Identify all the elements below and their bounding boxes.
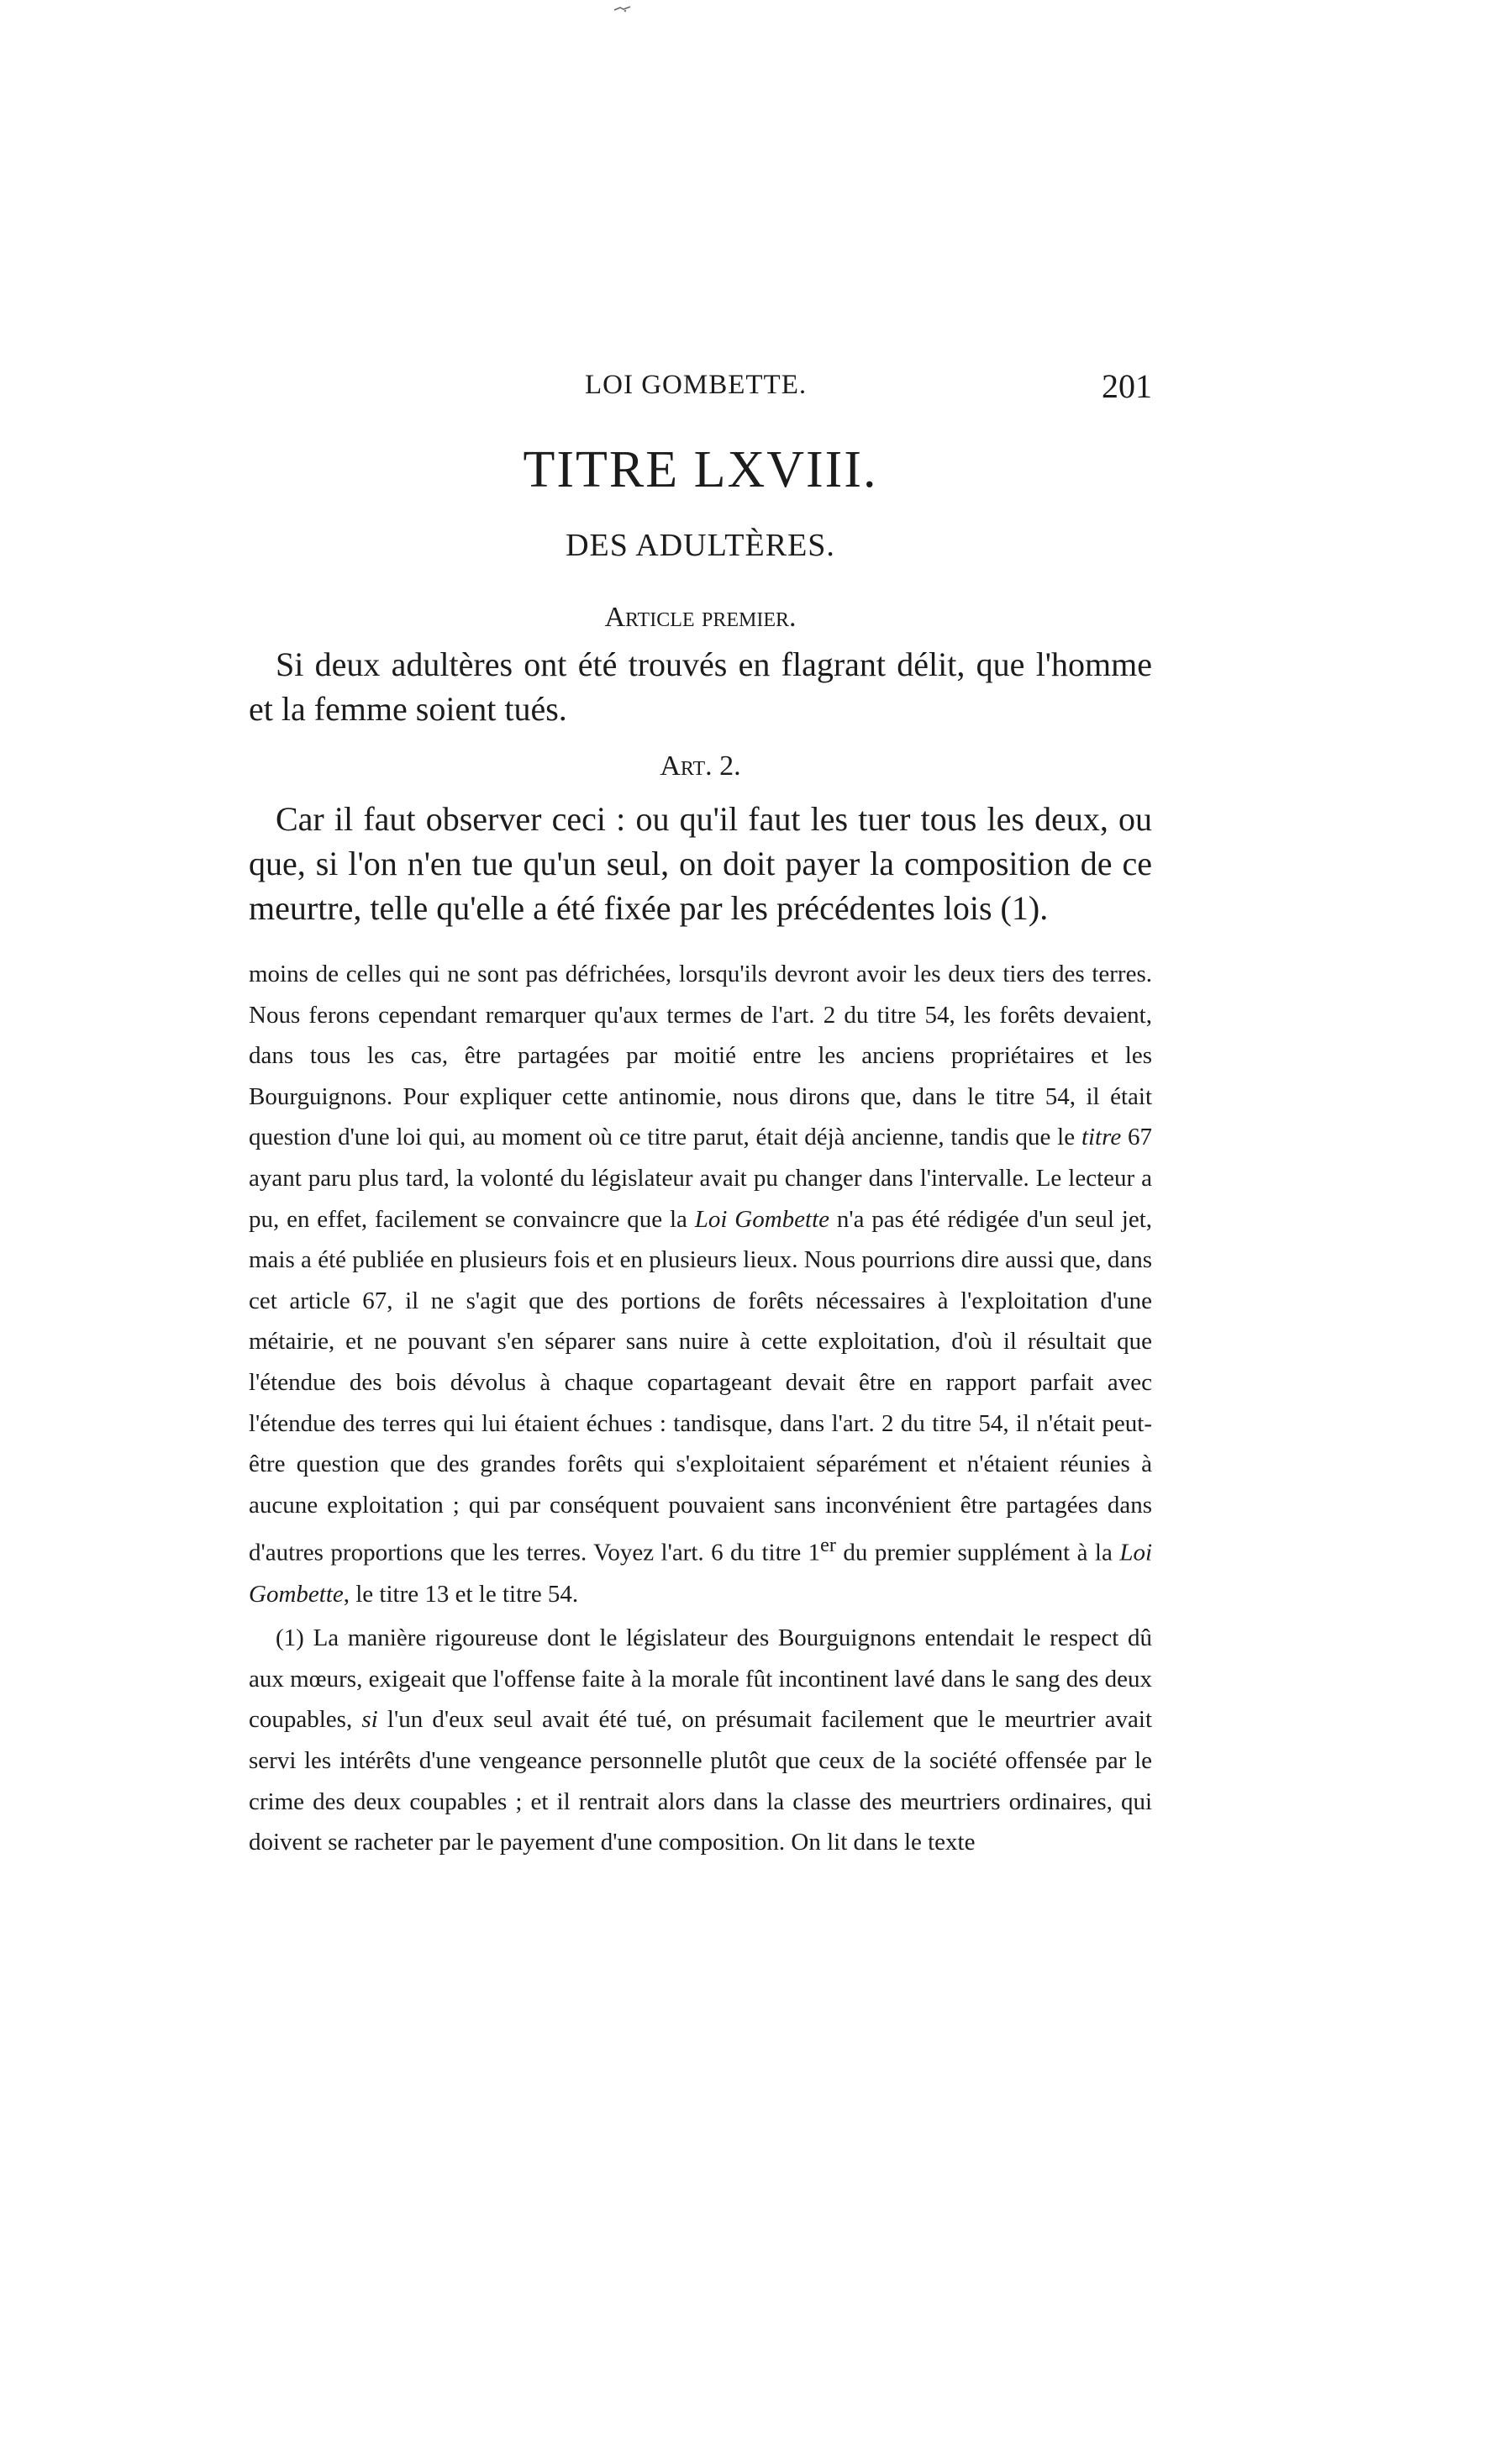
note-cont-italic-loi-gombette-2: Loi Gombette bbox=[249, 1539, 1152, 1608]
note-cont-superscript: er bbox=[820, 1534, 836, 1557]
note-cont-italic-titre: titre bbox=[1081, 1124, 1122, 1151]
footnote-continued bbox=[249, 954, 1152, 1614]
page-number: 201 bbox=[1102, 367, 1152, 405]
running-title: LOI GOMBETTE. bbox=[585, 370, 808, 400]
article-2-heading-text: Art. 2. bbox=[660, 750, 741, 782]
note-cont-text-1: moins de celles qui ne sont pas défrichées, lorsqu'ils devront avoir les deux tiers des terres. Nous ferons cependant remarquer qu'aux termes de l'art. 2 du titre 54, les forêts devaient, dans tous les cas, être partagées par moitié entre les anciens propriétaires et les Bourguignons. Pour expliquer cette antinomie, nous dirons que, dans le titre 54, il était question d'une loi qui, au moment où ce titre parut, était déjà ancienne, tandis que le bbox=[249, 961, 1152, 1151]
note-1-text-2: l'un d'eux seul avait été tué, on présumait facilement que le meurtrier avait servi les intérêts d'une vengeance personnelle plutôt que ceux de la société offensée par le crime des deux coupables ; et il rentrait alors dans la classe des meurtriers ordinaires, qui doivent se racheter par le payement d'une composition. On lit dans le texte bbox=[249, 1706, 1153, 1856]
footnote-1 bbox=[249, 1618, 1152, 1863]
chapter-title: TITRE LXVIII. bbox=[523, 441, 878, 498]
article-2-text: Car il faut observer ceci : ou qu'il faut les tuer tous les deux, ou que, si l'on n'en tue qu'un seul, on doit payer la composition de ce meurtre, telle qu'elle a été fixée par les précédentes lois (1). bbox=[249, 800, 1152, 927]
note-1-text-1: La manière rigoureuse dont le législateur des Bourguignons entendait le respect dû aux mœurs, exigeait que l'offense faite à la morale fût incontinent lavé dans le sang des deux coupables, bbox=[249, 1624, 1153, 1734]
note-cont-text-4: du premier supplément à la bbox=[843, 1539, 1113, 1566]
note-cont-text-2: 67 ayant paru plus tard, la volonté du législateur avait pu changer dans l'intervalle. Le lecteur a pu, en effet, facilement se convaincre que la bbox=[249, 1124, 1153, 1233]
footnote-1-marker: (1) bbox=[276, 1624, 304, 1652]
running-header bbox=[249, 367, 1152, 420]
note-cont-italic-loi-gombette: Loi Gombette bbox=[694, 1205, 830, 1233]
paper-speck-mark bbox=[613, 5, 632, 13]
article-1-text: Si deux adultères ont été trouvés en flagrant délit, que l'homme et la femme soient tués. bbox=[249, 645, 1152, 728]
article-1-heading-text: Article premier. bbox=[604, 602, 797, 633]
note-cont-text-3: n'a pas été rédigée d'un seul jet, mais a été publiée en plusieurs fois et en plusieurs lieux. Nous pourrions dire aussi que, dans cet article 67, il ne s'agit que des portions de forêts nécessaires à l'exploitation d'une métairie, et ne pouvant s'en séparer sans nuire à cette exploitation, d'où il résultait que l'étendue des bois dévolus à chaque copartageant devait être en rapport parfait avec l'étendue des terres qui lui étaient échues : tandisque, dans l'art. 2 du titre 54, il n'était peut-être question que des grandes forêts qui s'exploitaient séparément et n'étaient réunies à aucune exploitation ; qui par conséquent pouvaient sans inconvénient être partagées dans d'autres proportions que les terres. Voyez l'art. 6 du titre 1 bbox=[249, 1205, 1152, 1566]
article-2-heading bbox=[249, 750, 1152, 782]
note-1-italic-si: si bbox=[361, 1706, 378, 1734]
note-cont-text-5: , le titre 13 et le titre 54. bbox=[343, 1580, 579, 1608]
chapter-subtitle: DES ADULTÈRES. bbox=[566, 528, 835, 563]
footnotes bbox=[249, 954, 1152, 1863]
article-1-heading bbox=[249, 602, 1152, 634]
